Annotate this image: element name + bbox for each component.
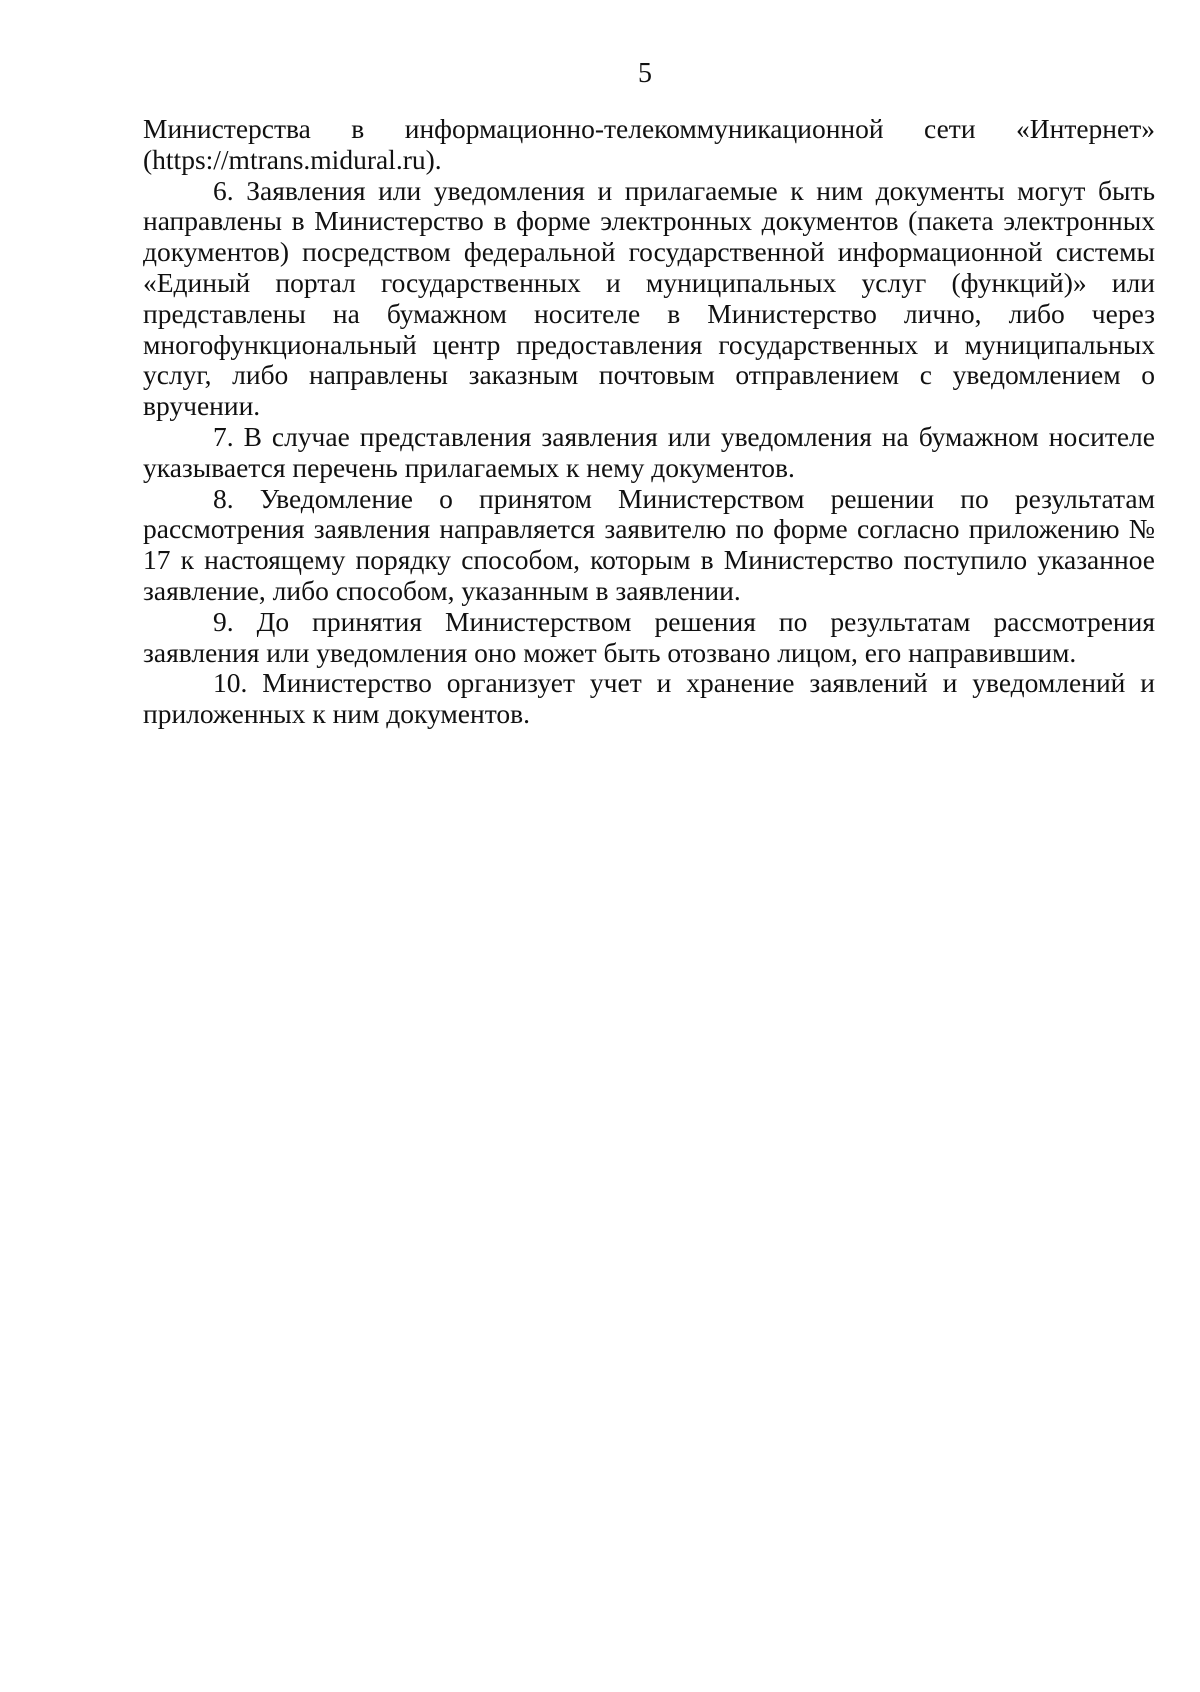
document-body — [143, 114, 1155, 730]
paragraph-10: 10. Министерство организует учет и хранение заявлений и уведомлений и приложенных к ним документов. — [143, 667, 1155, 730]
page-number: 5 — [638, 58, 652, 89]
paragraph-7: 7. В случае представления заявления или уведомления на бумажном носителе указывается перечень прилагаемых к нему документов. — [143, 420, 1155, 483]
paragraph-continuation: Министерства в информационно-телекоммуникационной сети «Интернет» (https://mtrans.midural.ru). — [143, 113, 1155, 175]
paragraph-9: 9. До принятия Министерством решения по результатам рассмотрения заявления или уведомления оно может быть отозвано лицом, его направившим. — [143, 605, 1155, 668]
paragraph-8: 8. Уведомление о принятом Министерством решении по результатам рассмотрения заявления направляется заявителю по форме согласно приложению № 17 к настоящему порядку способом, которым в Министерство поступило указанное заявление, либо способом, указанным в заявлении. — [143, 482, 1155, 606]
paragraph-6: 6. Заявления или уведомления и прилагаемые к ним документы могут быть направлены в Министерство в форме электронных документов (пакета электронных документов) посредством федеральной государственной информационной системы «Единый портал государственных и муниципальных услуг (функций)» или представлены на бумажном носителе в Министерство лично, либо через многофункциональный центр предоставления государственных и муниципальных услуг, либо направлены заказным почтовым отправлением с уведомлением о вручении. — [143, 174, 1155, 422]
